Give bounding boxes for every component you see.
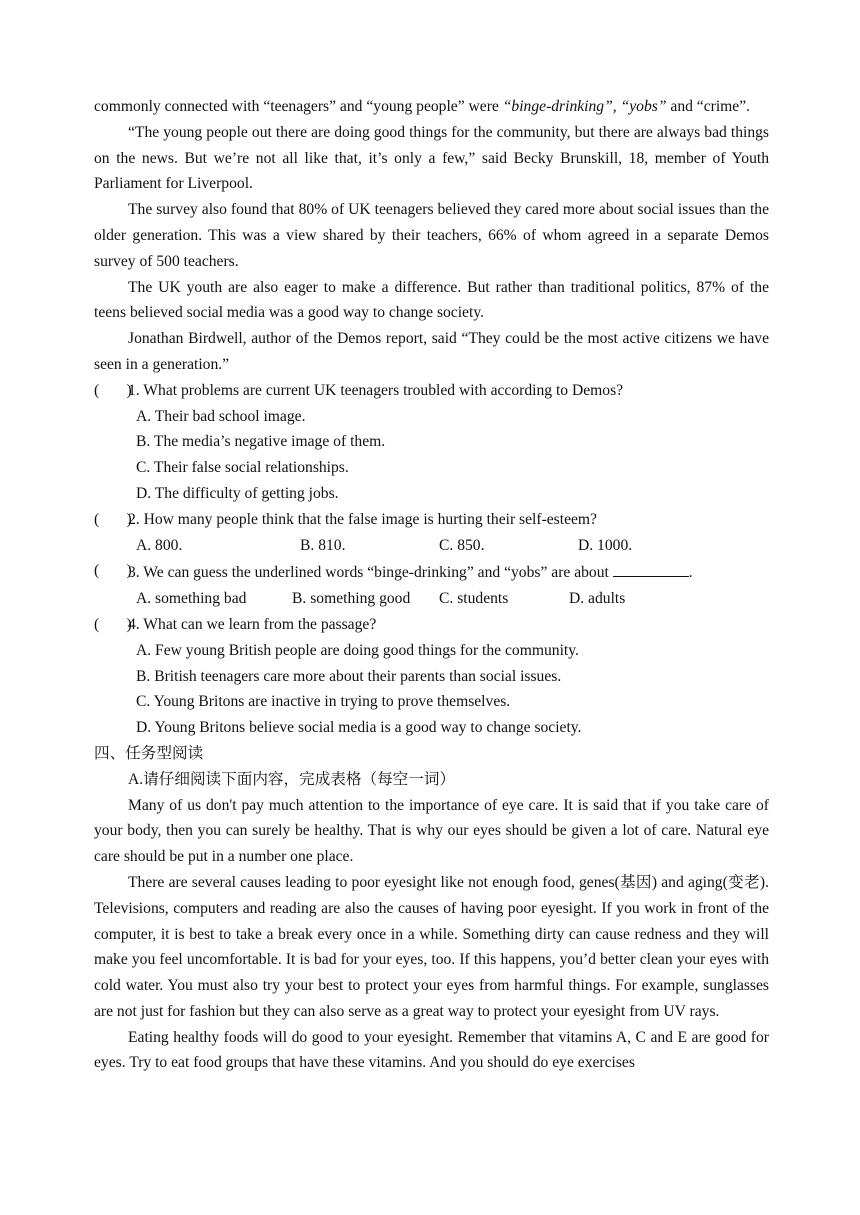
- question-text: 2. How many people think that the false image is hurting their self-esteem?: [128, 510, 597, 528]
- option-c: C. students: [439, 590, 509, 608]
- question-3: [94, 558, 769, 586]
- passage-paragraph-3: The survey also found that 80% of UK teenagers believed they cared more about social issues than the older generation. This was a view shared by their teachers, 66% of whom agreed in a separate Demos survey of 500 teachers.: [94, 201, 769, 270]
- option-d: D. The difficulty of getting jobs.: [136, 484, 339, 502]
- option-a: A. Few young British people are doing good things for the community.: [136, 641, 579, 659]
- options-row: [94, 533, 769, 559]
- italic-terms: “binge-drinking”, “yobs”: [502, 98, 667, 115]
- reading-paragraph-1: Many of us don't pay much attention to the importance of eye care. It is said that if you take care of your body, then you can surely be healthy. That is why our eyes should be given a lot of care. Natural eye care should be put in a number one place.: [94, 796, 769, 866]
- reading-paragraph-3: Eating healthy foods will do good to your eyesight. Remember that vitamins A, C and E are good for eyes. Try to eat food groups that have these vitamins. And you should do eye exercises: [94, 1028, 769, 1072]
- question-text: 3. We can guess the underlined words “binge-drinking” and “yobs” are about: [128, 564, 613, 582]
- option-b: B. something good: [292, 590, 411, 608]
- answer-bracket[interactable]: ( ): [94, 510, 132, 528]
- passage-text: commonly connected with “teenagers” and “young people” were: [94, 98, 503, 115]
- passage-paragraph-1: [94, 94, 769, 120]
- question-4: [94, 612, 769, 638]
- reading-paragraph-2: There are several causes leading to poor eyesight like not enough food, genes(基因) and aging(变老). Televisions, computers and reading are also the causes of having poor eyesight. If you work in front of the computer, it is best to take a break every once in a while. Something dirty can cause redness and they will make you feel uncomfortable. It is bad for your eyes, too. If this happens, you’d better clean your eyes with cold water. You must also try your best to protect your eyes from harmful things. For example, sunglasses are not just for fashion but they can also serve as a great way to protect your eyesight from UV rays.: [94, 873, 769, 1020]
- answer-bracket[interactable]: ( ): [94, 381, 132, 399]
- section-heading: 四、任务型阅读: [94, 744, 204, 762]
- passage-paragraph-5: Jonathan Birdwell, author of the Demos report, said “They could be the most active citizens we have seen in a generation.”: [94, 330, 769, 373]
- question-1: [94, 378, 769, 404]
- passage-text: and “crime”.: [666, 98, 751, 115]
- options-row: [94, 586, 769, 612]
- question-2: [94, 507, 769, 533]
- option-b: B. 810.: [300, 536, 346, 554]
- question-text: 1. What problems are current UK teenagers troubled with according to Demos?: [128, 381, 624, 399]
- section-instruction: A.请仔细阅读下面内容，完成表格（每空一词）: [128, 770, 456, 788]
- option-d: D. 1000.: [578, 536, 633, 554]
- option-a: A. something bad: [136, 590, 247, 608]
- fill-in-blank[interactable]: [613, 558, 689, 577]
- option-c: C. Their false social relationships.: [136, 459, 349, 477]
- answer-bracket[interactable]: ( ): [94, 562, 132, 580]
- option-a: A. 800.: [136, 536, 183, 554]
- option-a: A. Their bad school image.: [136, 407, 306, 425]
- option-b: B. The media’s negative image of them.: [136, 433, 386, 451]
- passage-paragraph-4: The UK youth are also eager to make a difference. But rather than traditional politics, 87% of the teens believed social media was a good way to change society.: [94, 278, 769, 322]
- option-c: C. 850.: [439, 536, 485, 554]
- option-d: D. adults: [569, 590, 626, 608]
- question-text-end: .: [688, 564, 693, 582]
- option-c: C. Young Britons are inactive in trying to prove themselves.: [136, 693, 511, 711]
- option-b: B. British teenagers care more about their parents than social issues.: [136, 667, 562, 685]
- passage-paragraph-2: “The young people out there are doing good things for the community, but there are always bad things on the news. But we’re not all like that, it’s only a few,” said Becky Brunskill, 18, member of Youth Parliament for Liverpool.: [94, 123, 769, 193]
- document-page: [94, 94, 769, 1076]
- option-d: D. Young Britons believe social media is a good way to change society.: [136, 719, 582, 737]
- question-text: 4. What can we learn from the passage?: [128, 615, 377, 633]
- answer-bracket[interactable]: ( ): [94, 615, 132, 633]
